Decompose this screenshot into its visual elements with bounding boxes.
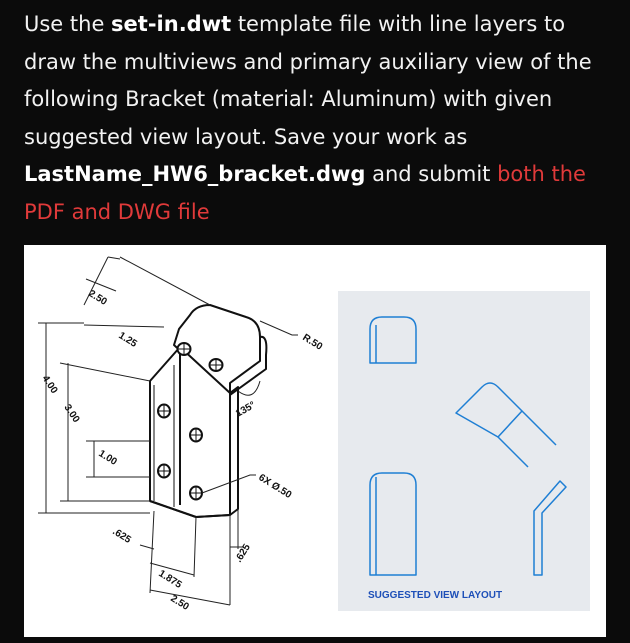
dim-label: 4.00 [39,373,60,396]
instructions-text [24,6,614,231]
drawing-svg [24,245,606,637]
save-filename: LastName_HW6_bracket.dwg [24,162,366,186]
submit-highlight: both the PDF and DWG file [24,162,586,224]
hole-icon [210,359,223,371]
layout-caption: SUGGESTED VIEW LAYOUT [368,590,503,601]
instr-part-1: Use the [24,12,112,36]
dim-label: 1.25 [116,330,139,350]
dim-label: 1.875 [156,568,184,591]
dim-label: R.50 [300,332,325,353]
dim-label: .625 [233,542,253,565]
hole-icon [158,405,170,418]
top-view-outline [370,317,416,363]
dim-label: 6X Ø.50 [256,472,294,501]
template-filename: set-in.dwt [111,12,232,36]
hole-icon [178,343,191,355]
hole-icon [190,487,202,500]
dim-label: 2.50 [86,288,109,308]
dim-label: 135° [234,399,258,420]
dim-label: 2.50 [168,593,191,613]
hole-icon [158,465,170,478]
front-view-outline [370,473,416,575]
suggested-layout [370,317,566,575]
instr-part-2: template file with line layers to draw the multiviews and primary auxiliary view of the following Bracket (material: Aluminum) with given suggested view layout. Save your work as [24,12,592,149]
dim-label: 3.00 [61,402,82,425]
aux-view-outline [456,383,522,437]
side-view-outline [534,481,566,575]
instr-part-3: and submit [365,162,498,186]
dim-label: .625 [110,526,133,546]
dim-label: 1.00 [96,448,119,468]
hole-icon [190,429,202,442]
bracket-figure [24,245,606,637]
